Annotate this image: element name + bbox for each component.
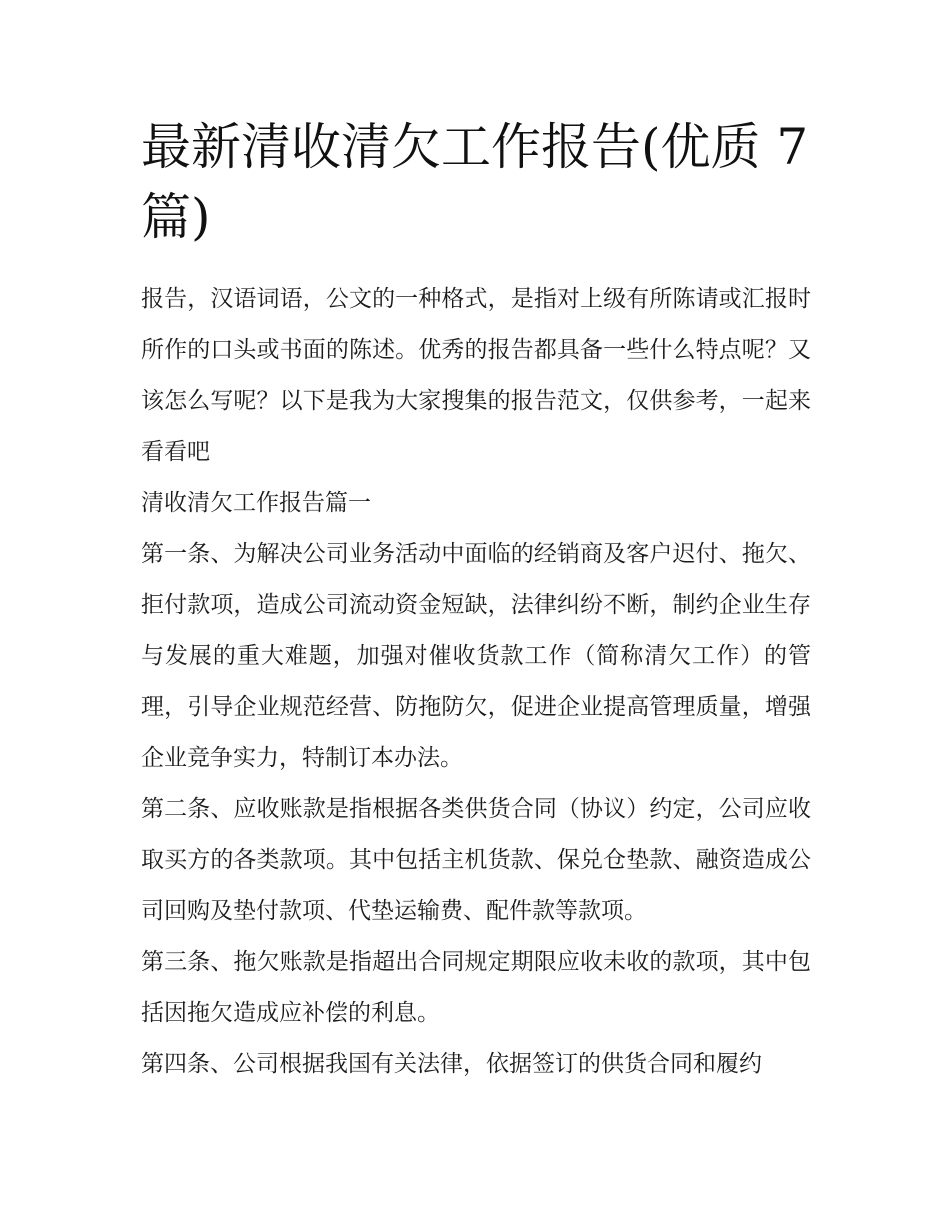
article-paragraph: 第一条、为解决公司业务活动中面临的经销商及客户迟付、拖欠、拒付款项，造成公司流动资金短缺，法律纠纷不断，制约企业生存与发展的重大难题，加强对催收货款工作（简称清欠工作）的管理，引导企业规范经营、防拖防欠，促进企业提高管理质量，增强企业竞争实力，特制订本办法。 xyxy=(141,541,811,771)
article-paragraph: 第二条、应收账款是指根据各类供货合同（协议）约定，公司应收取买方的各类款项。其中包括主机货款、保兑仓垫款、融资造成公司回购及垫付款项、代垫运输费、配件款等款项。 xyxy=(141,796,811,924)
section-heading: 清收清欠工作报告篇一 xyxy=(141,490,371,516)
intro-paragraph: 报告，汉语词语，公文的一种格式，是指对上级有所陈请或汇报时所作的口头或书面的陈述。优秀的报告都具备一些什么特点呢？又该怎么写呢？以下是我为大家搜集的报告范文，仅供参考，一起来看看吧 xyxy=(141,286,811,465)
article-paragraph: 第三条、拖欠账款是指超出合同规定期限应收未收的款项，其中包括因拖欠造成应补偿的利息。 xyxy=(141,949,811,1026)
document-body xyxy=(141,274,811,1090)
document-content xyxy=(141,112,811,1090)
article-paragraph: 第四条、公司根据我国有关法律，依据签订的供货合同和履约 xyxy=(141,1051,762,1077)
document-title: 最新清收清欠工作报告(优质 7 篇) xyxy=(141,118,809,246)
